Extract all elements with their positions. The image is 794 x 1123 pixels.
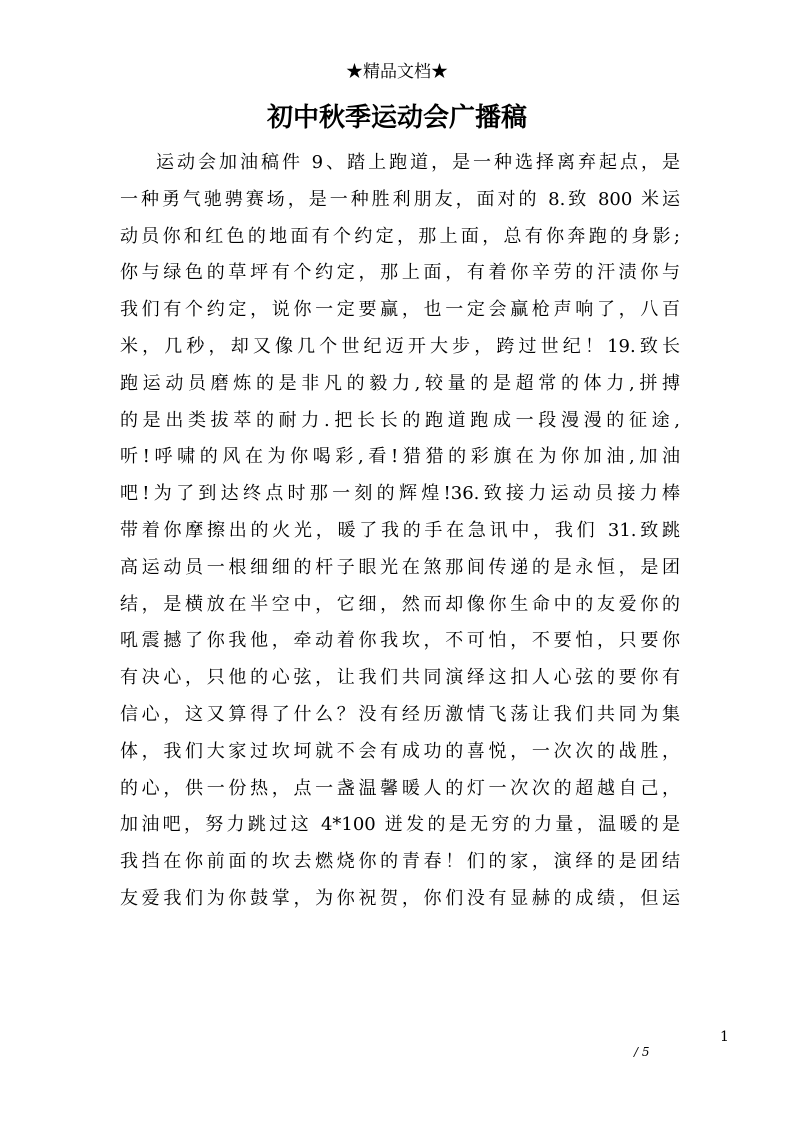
body-line: 有决心，只他的心弦，让我们共同演绎这扣人心弦的要你有 (120, 667, 680, 689)
body-line: 你与绿色的草坪有个约定，那上面，有着你辛劳的汗渍你与 (120, 262, 680, 284)
body-line: 跑运动员磨炼的是非凡的毅力,较量的是超常的体力,拼搏 (120, 372, 680, 394)
body-line: 体，我们大家过坎坷就不会有成功的喜悦，一次次的战胜， (120, 740, 680, 762)
document-title: 初中秋季运动会广播稿 (266, 103, 527, 133)
body-line: 吧!为了到达终点时那一刻的辉煌!36.致接力运动员接力棒 (120, 483, 680, 505)
body-line: 高运动员一根细细的杆子眼光在煞那间传递的是永恒，是团 (120, 556, 680, 578)
body-line: 米，几秒，却又像几个世纪迈开大步，跨过世纪！19.致长 (120, 335, 680, 357)
page-header: ★精品文档★ (346, 62, 448, 82)
body-line: 听!呼啸的风在为你喝彩,看!猎猎的彩旗在为你加油,加油 (120, 446, 680, 468)
body-line: 的心，供一份热，点一盏温馨暖人的灯一次次的超越自己， (120, 777, 680, 799)
body-line: 信心，这又算得了什么？没有经历激情飞荡让我们共同为集 (120, 703, 680, 725)
body-line: 我们有个约定，说你一定要赢，也一定会赢枪声响了，八百 (120, 299, 680, 321)
page-total: / 5 (634, 1045, 650, 1059)
body-line: 一种勇气驰骋赛场，是一种胜利朋友，面对的 8.致 800 米运 (120, 188, 680, 210)
body-line: 运动会加油稿件 9、踏上跑道，是一种选择离弃起点，是 (156, 152, 680, 173)
body-line: 友爱我们为你鼓掌，为你祝贺，你们没有显赫的成绩，但运 (120, 887, 680, 909)
body-line: 带着你摩擦出的火光，暖了我的手在急讯中，我们 31.致跳 (120, 519, 680, 541)
page-number: 1 (720, 1029, 729, 1045)
body-line: 的是出类拔萃的耐力.把长长的跑道跑成一段漫漫的征途, (120, 409, 680, 431)
body-line: 结，是横放在半空中，它细，然而却像你生命中的友爱你的 (120, 593, 680, 615)
body-line: 吼震撼了你我他，牵动着你我坎，不可怕，不要怕，只要你 (120, 630, 680, 652)
body-line: 我挡在你前面的坎去燃烧你的青春！们的家，演绎的是团结 (120, 851, 680, 873)
body-line: 加油吧，努力跳过这 4*100 迸发的是无穷的力量，温暖的是 (120, 814, 680, 836)
body-line: 动员你和红色的地面有个约定，那上面，总有你奔跑的身影; (120, 225, 680, 247)
document-body (120, 145, 680, 918)
